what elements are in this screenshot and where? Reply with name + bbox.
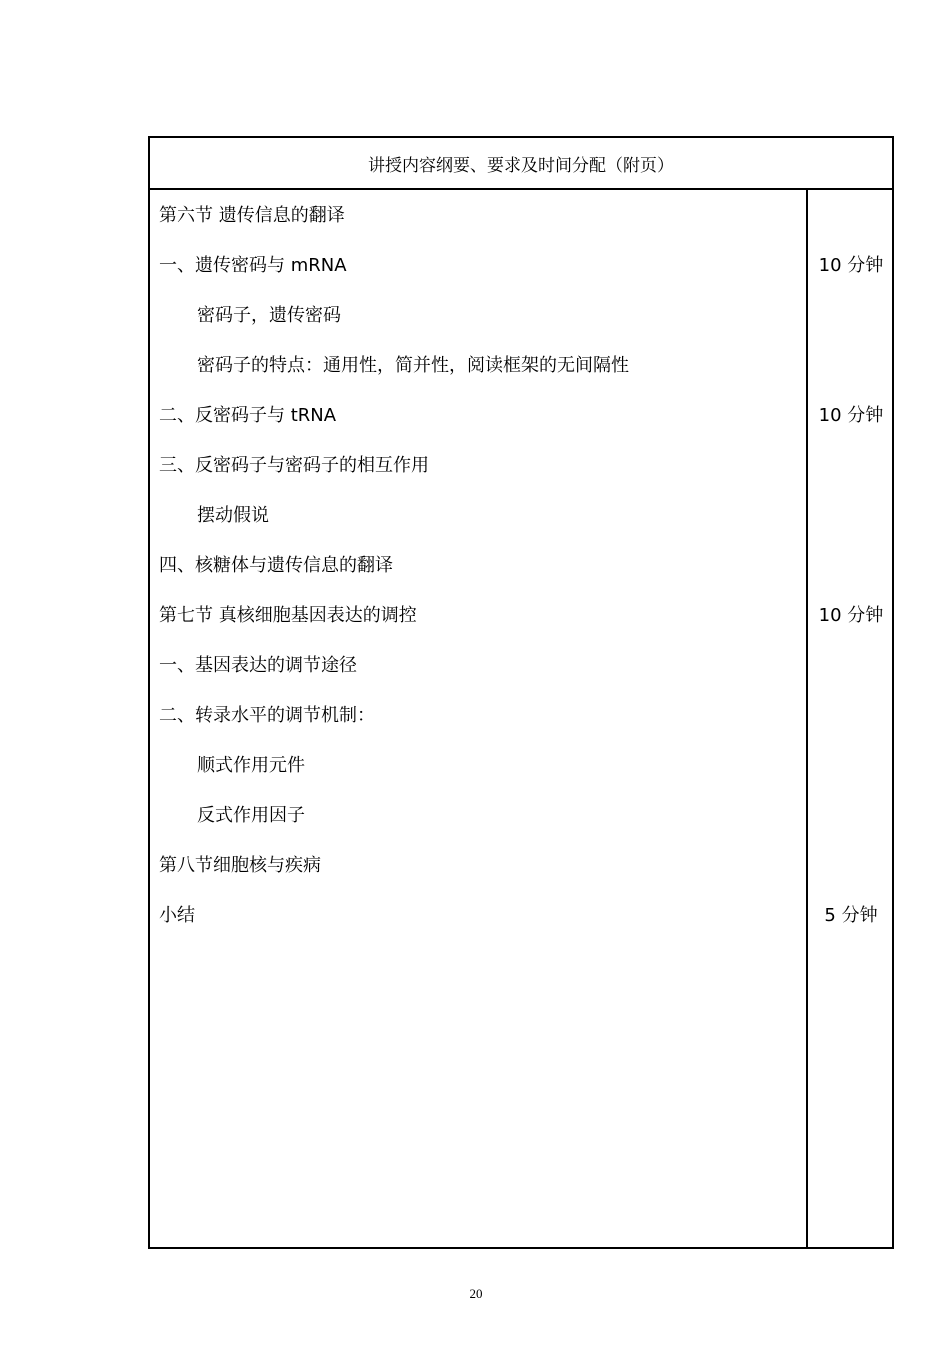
content-line: 四、核糖体与遗传信息的翻译: [159, 555, 393, 576]
content-line: 密码子的特点：通用性，简并性，阅读框架的无间隔性: [197, 355, 629, 376]
header-title: 讲授内容纲要、要求及时间分配（附页）: [368, 155, 674, 176]
content-line: 三、反密码子与密码子的相互作用: [159, 455, 429, 476]
time-allocation: 10 分钟: [818, 605, 884, 626]
column-divider: [806, 190, 808, 1247]
content-line: 第六节 遗传信息的翻译: [159, 205, 345, 226]
time-allocation: 10 分钟: [818, 255, 884, 276]
content-line: 一、基因表达的调节途径: [159, 655, 357, 676]
content-line: 二、反密码子与 tRNA: [159, 405, 337, 426]
content-line: 顺式作用元件: [197, 755, 305, 776]
content-line: 一、遗传密码与 mRNA: [159, 255, 347, 276]
content-line: 第八节细胞核与疾病: [159, 855, 321, 876]
content-line: 小结: [159, 905, 195, 926]
time-allocation: 10 分钟: [818, 405, 884, 426]
content-line: 第七节 真核细胞基因表达的调控: [159, 605, 417, 626]
content-line: 摆动假说: [197, 505, 269, 526]
page-number: 20: [469, 1286, 483, 1301]
table-header: [150, 138, 892, 190]
syllabus-table: [148, 136, 894, 1249]
time-allocation: 5 分钟: [824, 905, 878, 926]
content-line: 二、转录水平的调节机制：: [159, 705, 375, 726]
content-line: 密码子，遗传密码: [197, 305, 341, 326]
content-line: 反式作用因子: [197, 805, 305, 826]
